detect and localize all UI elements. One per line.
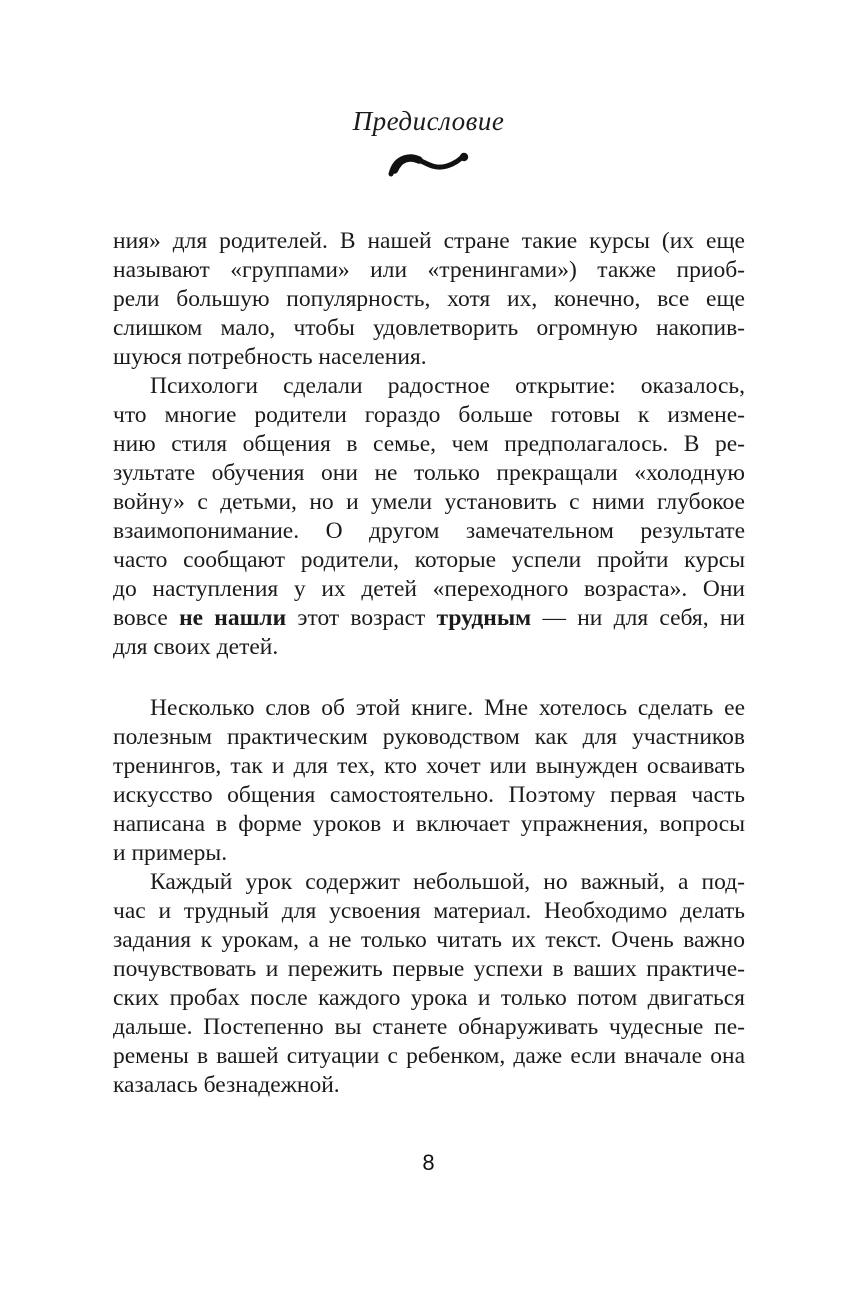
text-line: задания к урокам, а не только читать их текст. Очень важно [113,927,745,953]
text-line: вовсе не нашли этот возраст трудным — ни для себя, ни [113,605,746,631]
text-line: шуюся потребность населения. [113,344,427,370]
text-line: казалась безнадежной. [113,1072,340,1098]
paragraph [113,694,745,868]
text-line: ния» для родителей. В нашей стране такие курсы (их еще [113,228,745,254]
text-line: зультате обучения они не только прекращали «холодную [113,460,745,486]
text-line: нию стиля общения в семье, чем предполагалось. В ре- [113,431,745,457]
text-line: ремены в вашей ситуации с ребенком, даже если вначале она [113,1043,745,1069]
text-line: час и трудный для усвоения материал. Необходимо делать [113,898,745,924]
text-line: почувствовать и пережить первые успехи в ваших практиче- [113,956,745,982]
body-text [113,227,745,1100]
text-line: дальше. Постепенно вы станете обнаруживать чудесные пе- [113,1014,745,1040]
paragraph [113,372,745,662]
text-line: войну» с детьми, но и умели установить с ними глубокое [113,489,745,515]
paragraph [113,227,745,372]
text-line: что многие родители гораздо больше готовы к измене- [113,402,745,428]
text-line: ских пробах после каждого урока и только потом двигаться [113,985,745,1011]
text-line: рели большую популярность, хотя их, конечно, все еще [113,286,745,312]
text-line: для своих детей. [113,634,279,660]
text-line: взаимопонимание. О другом замечательном результате [113,518,745,544]
text-line: часто сообщают родители, которые успели пройти курсы [113,547,745,573]
page-title: Предисловие [352,106,505,136]
paragraph [113,868,745,1100]
text-line: называют «группами» или «тренингами») также приоб- [113,257,745,283]
text-line: Несколько слов об этой книге. Мне хотелось сделать ее [150,695,745,721]
text-line: полезным практическим руководством как для участников [113,724,745,750]
text-line: до наступления у их детей «переходного возраста». Они [113,576,745,602]
page-number: 8 [422,1150,435,1175]
text-line: искусство общения самостоятельно. Поэтому первая часть [113,782,745,808]
text-line: и примеры. [113,840,228,866]
text-line: Психологи сделали радостное открытие: оказалось, [150,373,745,399]
text-line: слишком мало, чтобы удовлетворить огромную накопив- [113,315,745,341]
text-line: тренингов, так и для тех, кто хочет или вынужден осваивать [113,753,745,779]
swash-tilde-ornament [387,150,471,178]
text-line: Каждый урок содержит небольшой, но важный, а под- [150,869,745,895]
swash-tilde-icon [387,150,471,178]
text-line: написана в форме уроков и включает упражнения, вопросы [113,811,745,837]
